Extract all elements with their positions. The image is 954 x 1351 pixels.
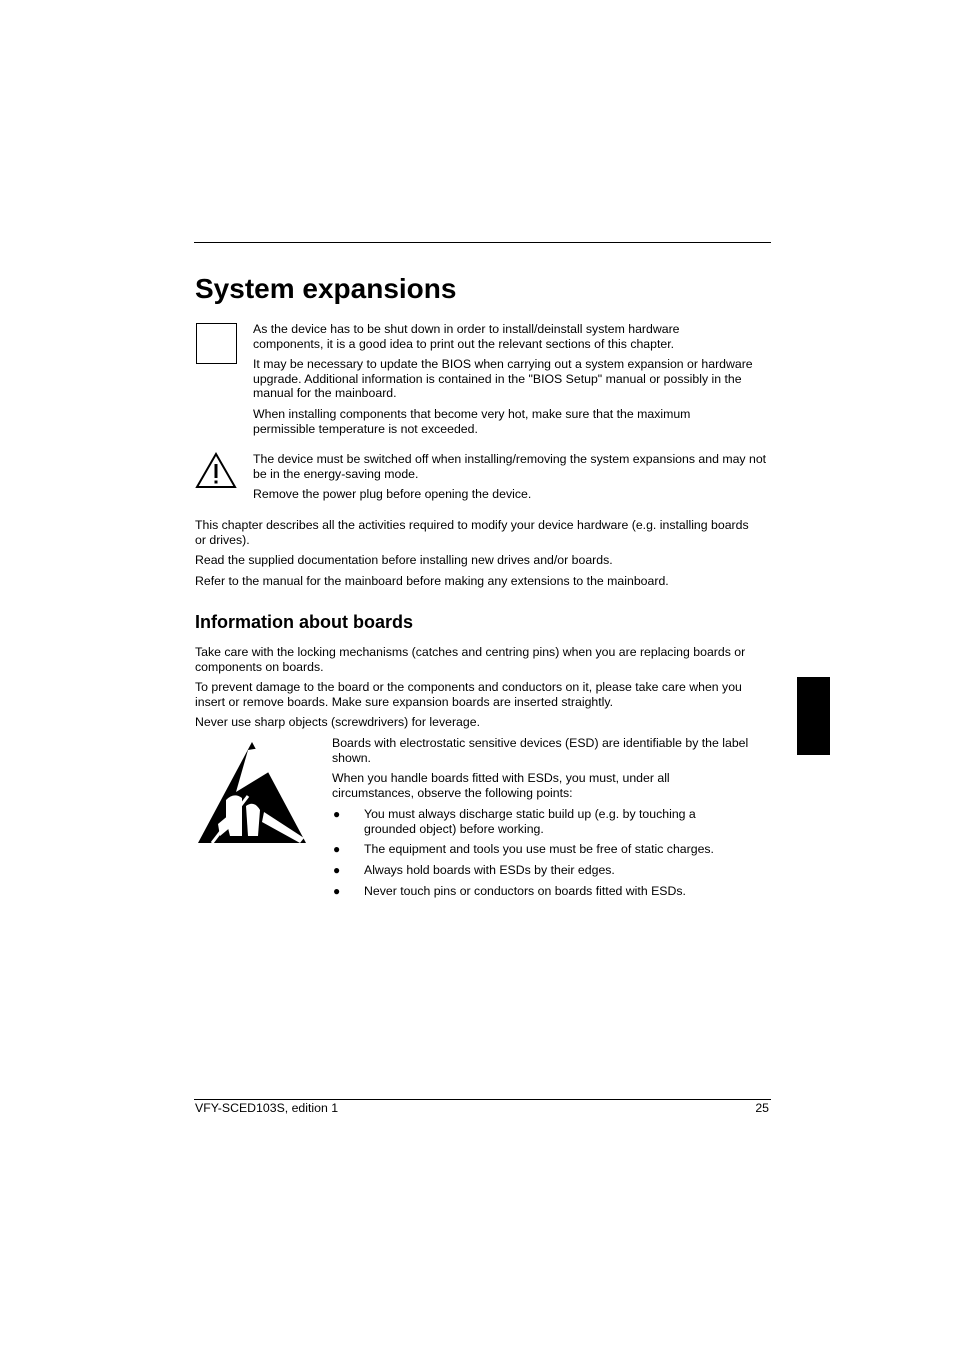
page-title: System expansions bbox=[195, 273, 457, 304]
intro-paragraph-1: This chapter describes all the activities required to modify your device hardware (e.g. installing boards or drives). bbox=[195, 518, 749, 547]
bullet-1: ● bbox=[333, 807, 341, 821]
esd-paragraph-1: Boards with electrostatic sensitive devices (ESD) are identifiable by the label shown. bbox=[332, 736, 749, 765]
info-note-paragraph-2: It may be necessary to update the BIOS when carrying out a system expansion or hardware upgrade. Additional information is contained in the "BIOS Setup" manual or possibly in the manual for the mainboard. bbox=[253, 357, 753, 400]
footer-rule bbox=[194, 1099, 771, 1100]
bullet-2: ● bbox=[333, 842, 341, 856]
bullet-4: ● bbox=[333, 884, 341, 898]
warning-note-paragraph-1: The device must be switched off when installing/removing the system expansions and may not be in the energy-saving mode. bbox=[253, 452, 767, 481]
esd-point-4: Never touch pins or conductors on boards fitted with ESDs. bbox=[364, 884, 686, 898]
warning-note-paragraph-2: Remove the power plug before opening the device. bbox=[253, 487, 532, 501]
warning-triangle-icon bbox=[195, 452, 237, 489]
section-paragraph-2: To prevent damage to the board or the components and conductors on it, please take care when you insert or remove boards. Make sure expansion boards are inserted straightly. bbox=[195, 680, 742, 709]
esd-hand-icon bbox=[196, 740, 308, 846]
header-rule bbox=[194, 242, 771, 243]
esd-point-1: You must always discharge static build up (e.g. by touching a grounded object) before working. bbox=[364, 807, 696, 836]
page-number: 25 bbox=[755, 1101, 769, 1115]
info-box-icon bbox=[196, 323, 237, 364]
footer-edition: VFY-SCED103S, edition 1 bbox=[195, 1101, 339, 1115]
esd-point-2: The equipment and tools you use must be free of static charges. bbox=[364, 842, 714, 856]
bullet-3: ● bbox=[333, 863, 341, 877]
chapter-tab-marker bbox=[797, 677, 830, 755]
section-paragraph-1: Take care with the locking mechanisms (catches and centring pins) when you are replacing boards or components on boards. bbox=[195, 645, 746, 674]
section-paragraph-3: Never use sharp objects (screwdrivers) for leverage. bbox=[195, 715, 480, 729]
esd-point-3: Always hold boards with ESDs by their edges. bbox=[364, 863, 615, 877]
esd-paragraph-2: When you handle boards fitted with ESDs, you must, under all circumstances, observe the following points: bbox=[332, 771, 670, 800]
info-note-paragraph-3: When installing components that become very hot, make sure that the maximum permissible temperature is not exceeded. bbox=[253, 407, 691, 436]
info-note-paragraph-1: As the device has to be shut down in order to install/deinstall system hardware components, it is a good idea to print out the relevant sections of this chapter. bbox=[253, 322, 680, 351]
intro-paragraph-2: Read the supplied documentation before installing new drives and/or boards. bbox=[195, 553, 613, 567]
section-heading: Information about boards bbox=[195, 612, 413, 632]
intro-paragraph-3: Refer to the manual for the mainboard before making any extensions to the mainboard. bbox=[195, 574, 669, 588]
